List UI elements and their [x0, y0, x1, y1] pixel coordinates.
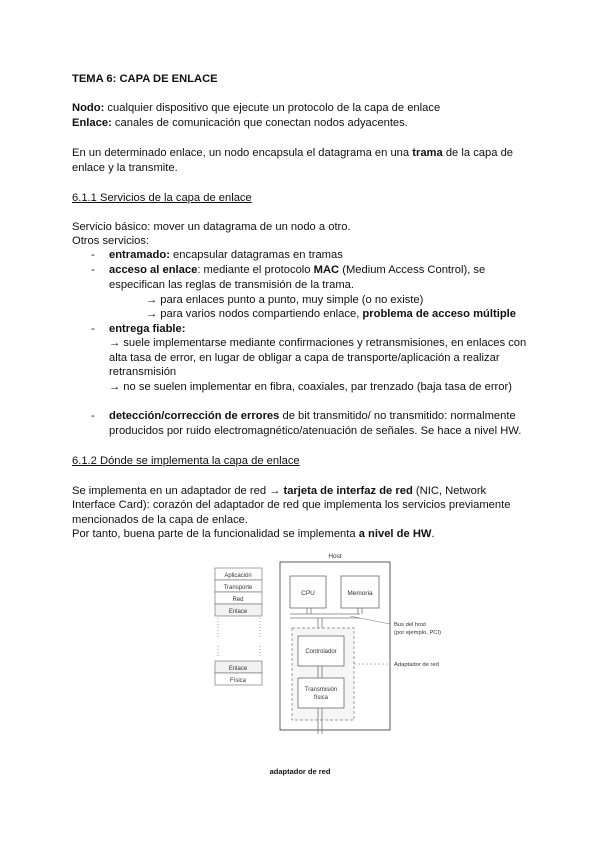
service-entramado: entramado: encapsular datagramas en tramas [109, 249, 343, 261]
service-acceso-line-2: especifican las reglas de transmisión de la trama. [109, 279, 354, 291]
transmision-label-1: Transmisión [304, 687, 338, 693]
layer-fisica: Física [229, 678, 247, 684]
service-acceso-sub-2: → para varios nodos compartiendo enlace, problema de acceso múltiple [146, 308, 516, 320]
paragraph-line-4: Por tanto, buena parte de la funcionalidad se implementa a nivel de HW. [72, 528, 435, 540]
service-fiable-line-1: → suele implementarse mediante confirmaciones y retransmisiones, en enlaces con [109, 337, 527, 349]
bullet-dash: - [91, 410, 95, 422]
definition-nodo: Nodo: cualquier dispositivo que ejecute un protocolo de la capa de enlace [72, 102, 441, 114]
other-services: Otros servicios: [72, 235, 150, 247]
transmision-box [298, 678, 344, 708]
layer-enlace-top: Enlace [228, 609, 248, 615]
bullet-dash: - [91, 323, 95, 335]
service-fiable-line-3: retransmisión [109, 366, 177, 378]
service-acceso-sub-1: → para enlaces punto a punto, muy simple (o no existe) [146, 294, 424, 306]
layer-transporte: Transporte [223, 585, 253, 591]
service-acceso-line-1: acceso al enlace: mediante el protocolo MAC (Medium Access Control), se [109, 264, 486, 276]
bullet-dash: - [91, 249, 95, 261]
intro-line-1: En un determinado enlace, un nodo encapsula el datagrama en una trama de la capa de [72, 147, 514, 159]
memoria-label: Memoria [347, 590, 373, 597]
service-fiable-title: entrega fiable: [109, 323, 186, 335]
adapter-diagram [210, 548, 470, 738]
service-fiable-line-4: → no se suelen implementar en fibra, coaxiales, par trenzado (baja tasa de error) [109, 381, 512, 393]
adapter-label: Adaptador de red [394, 662, 439, 668]
intro-line-2: enlace y la transmite. [72, 162, 178, 174]
paragraph-line-3: mencionados de la capa de enlace. [72, 514, 249, 526]
layer-aplicacion: Aplicación [224, 573, 252, 579]
section-heading-servicios: 6.1.1 Servicios de la capa de enlace [72, 192, 252, 204]
service-fiable-line-2: alta tasa de error, en lugar de obligar a capa de transporte/aplicación a realizar [109, 352, 500, 364]
cpu-label: CPU [301, 590, 315, 597]
host-label: Host [328, 553, 342, 560]
paragraph-line-1: Se implementa en un adaptador de red → tarjeta de interfaz de red (NIC, Network [72, 485, 487, 497]
controlador-label: Controlador [305, 649, 337, 655]
page-title: TEMA 6: CAPA DE ENLACE [72, 73, 218, 85]
figure-caption: adaptador de red [269, 767, 331, 776]
bullet-dash: - [91, 264, 95, 276]
layer-enlace-bottom: Enlace [228, 666, 248, 672]
transmision-label-2: física [313, 695, 329, 701]
layer-red: Red [232, 597, 244, 603]
bus-label-2: (por ejemplo, PCI) [394, 630, 442, 636]
bus-label-1: Bus del host [394, 622, 426, 628]
basic-service: Servicio básico: mover un datagrama de un nodo a otro. [72, 221, 351, 233]
dotted-lines [218, 618, 260, 658]
service-errores-line-2: producidos por ruido electromagnético/atenuación de señales. Se hace a nivel HW. [109, 425, 522, 437]
service-errores-line-1: detección/corrección de errores de bit transmitido/ no transmitido: normalmente [109, 410, 516, 422]
definition-enlace: Enlace: canales de comunicación que conectan nodos adyacentes. [72, 117, 408, 129]
paragraph-line-2: Interface Card): corazón del adaptador de red que implementa los servicios previamente [72, 499, 511, 511]
section-heading-donde: 6.1.2 Dónde se implementa la capa de enlace [72, 455, 300, 467]
